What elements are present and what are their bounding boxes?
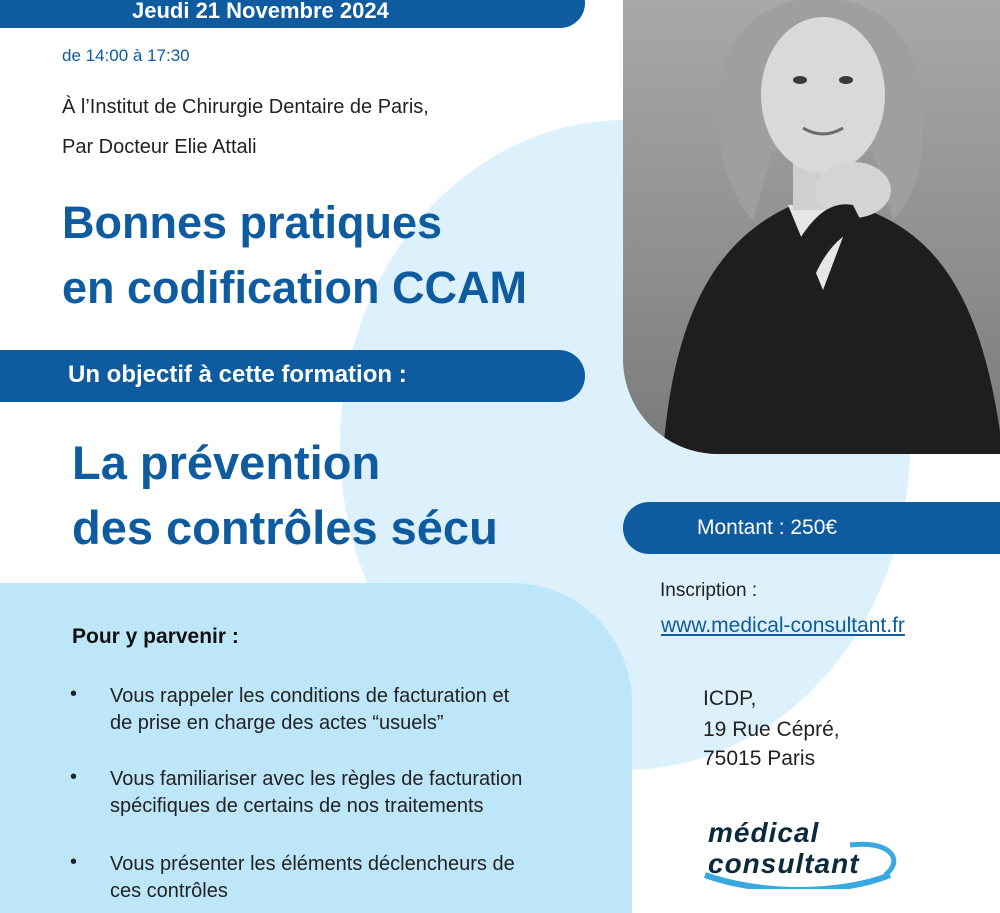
list-item [110, 683, 610, 737]
speaker-photo [623, 0, 1000, 454]
event-venue: À l’Institut de Chirurgie Dentaire de Paris, [62, 96, 429, 118]
objective-title-line2: des contrôles sécu [72, 501, 498, 554]
bullet-icon: • [70, 766, 78, 788]
bullet-icon: • [70, 851, 78, 873]
list-item [110, 851, 610, 905]
logo-text-line2: consultant [708, 848, 860, 879]
list-item [110, 766, 610, 820]
bullet-icon: • [70, 683, 78, 705]
event-time: de 14:00 à 17:30 [62, 46, 190, 65]
price-banner [623, 502, 1000, 554]
event-speaker: Par Docteur Elie Attali [62, 136, 257, 158]
address-line3: 75015 Paris [703, 747, 816, 770]
price-label: Montant : 250€ [697, 516, 838, 539]
objective-title-line1: La prévention [72, 436, 381, 489]
list-item-line2: de prise en charge des actes “usuels” [110, 712, 444, 734]
list-item-line1: Vous familiariser avec les règles de facturation [110, 768, 523, 790]
objective-banner-text: Un objectif à cette formation : [68, 361, 407, 388]
speaker-portrait-icon [623, 0, 1000, 454]
main-title-line1: Bonnes pratiques [62, 197, 443, 248]
list-item-line1: Vous présenter les éléments déclencheurs de [110, 853, 515, 875]
main-title [62, 190, 622, 320]
date-banner [0, 0, 585, 28]
objective-banner [0, 350, 585, 402]
list-item-line1: Vous rappeler les conditions de facturation et [110, 685, 510, 707]
medical-consultant-logo [700, 815, 910, 889]
list-item-line2: spécifiques de certains de nos traitements [110, 795, 484, 817]
event-date: Jeudi 21 Novembre 2024 [132, 0, 389, 23]
objective-title [72, 430, 632, 560]
address-line2: 19 Rue Cépré, [703, 718, 840, 741]
registration-link[interactable]: www.medical-consultant.fr [661, 614, 905, 637]
list-item-line2: ces contrôles [110, 880, 228, 902]
main-title-line2: en codification CCAM [62, 262, 528, 313]
registration-label: Inscription : [660, 580, 758, 601]
goals-heading: Pour y parvenir : [72, 625, 239, 648]
logo-text-line1: médical [708, 817, 820, 848]
address-line1: ICDP, [703, 687, 757, 710]
